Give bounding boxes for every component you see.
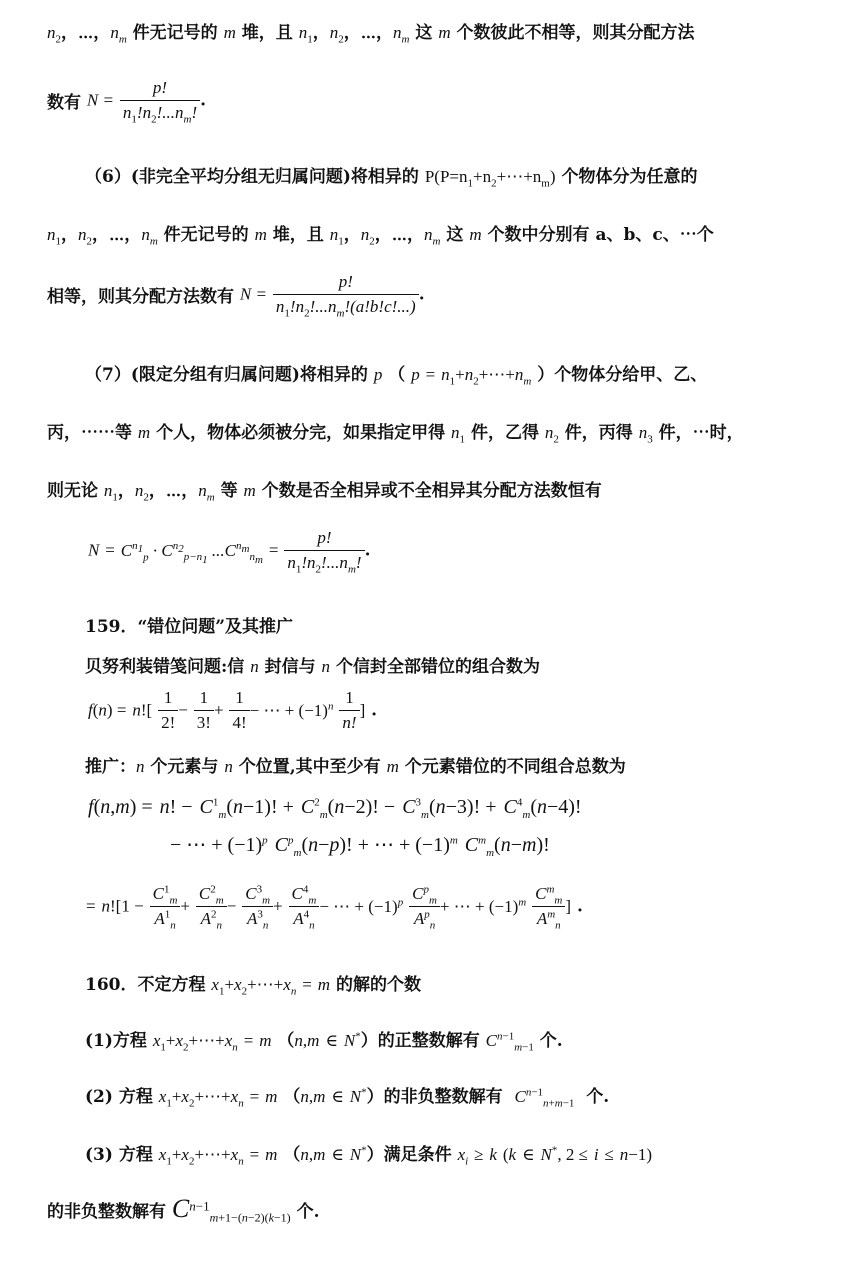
- item-2: (2) 方程 $x_1+x_2+\cdots+x_n = m$ （n,m ∈ N*）的非负整数解有 $C^{n-1}_{n+m-1}$ 个.: [85, 1086, 610, 1110]
- formula-line-9: $N = C^{n_1}_p \cdot C^{n_2}_{p-n_1}$ $...C^{n_m}_{n_m}$ = $\frac{p!}{n_1!n_2!...n_m!}$ .: [88, 528, 371, 576]
- formula-line-14: f(n,m) = n! − $C^1_m(n-1)$! + $C^2_m(n-2)$! − $C^3_m(n-3)$! + $C^4_m(n-4)$!: [88, 796, 582, 821]
- formula-line-15: − ⋯ + $(-1)^p$ $C^p_m(n-p)$! + ⋯ + $(-1)^m$ $C^m_m(n-m)$!: [170, 834, 550, 859]
- item-1: (1)方程 $x_1+x_2+\cdots+x_n = m$ （n,m ∈ N*）的正整数解有 $C^{n-1}_{m-1}$ 个.: [85, 1030, 563, 1054]
- text-line-11: 贝努利装错笺问题:信 n 封信与 n 个信封全部错位的组合数为: [85, 657, 540, 677]
- item-6-heading: （6）(非完全平均分组无归属问题)将相异的 $P(P=n_1+n_2+\cdots+n_m)$ 个物体分为任意的: [85, 167, 698, 190]
- item-3: (3) 方程 $x_1+x_2+\cdots+x_n = m$ （n,m ∈ N*）满足条件 $x_i \ge k$ (k ∈ N*, 2 ≤ i ≤ n−1): [85, 1144, 653, 1168]
- text-line-8: 则无论 $n_1$，$n_2$，⋯，$n_m$ 等 m 个数是否全相异或不全相异其分配方法数恒有: [47, 481, 602, 504]
- formula-line-5: 相等，则其分配方法数有 N = $\frac{p!}{n_1!n_2!...n_m!(a!b!c!...)}$ .: [47, 272, 425, 320]
- section-heading-159: 159．“错位问题”及其推广: [85, 617, 294, 637]
- fraction: $\frac{p!}{n_1!n_2!...n_m!}$: [120, 78, 200, 123]
- text-line-7: 丙，⋯⋯等 m 个人，物体必须被分完，如果指定甲得 $n_1$ 件，乙得 $n_2$ 件，丙得 $n_3$ 件，⋯时，: [47, 423, 744, 446]
- text-line-4: $n_1$，$n_2$，⋯，$n_m$ 件无记号的 m 堆，且 $n_1$，$n_2$，⋯，$n_m$ 这 m 个数中分别有 a、b、c、⋯个: [47, 225, 714, 248]
- formula-line-12: f(n) = n![ $\frac{1}{2!}$ − $\frac{1}{3!}$ + $\frac{1}{4!}$ − ⋯ + $(-1)^n$ $\frac{1}{n!}$ ] .: [88, 688, 378, 732]
- text-line-21: 的非负整数解有 $C^{n-1}_{m+1-(n-2)(k-1)}$ 个.: [47, 1194, 320, 1225]
- text-line-13: 推广：n 个元素与 n 个位置,其中至少有 m 个元素错位的不同组合总数为: [85, 757, 626, 777]
- item-7-heading: （7）(限定分组有归属问题)将相异的 p （ $p = n_1+n_2+\cdots+n_m$ ）个物体分给甲、乙、: [85, 365, 708, 388]
- fraction: $\frac{p!}{n_1!n_2!...n_m!}$: [284, 528, 364, 573]
- formula-line-2: 数有 N = $\frac{p!}{n_1!n_2!...n_m!}$ .: [47, 78, 207, 126]
- section-heading-160: 160．不定方程 $x_1+x_2+\cdots+x_n = m$ 的解的个数: [85, 975, 421, 998]
- text-line-1: $n_2$，⋯，$n_m$ 件无记号的 m 堆，且 $n_1$，$n_2$，⋯，$n_m$ 这 m 个数彼此不相等，则其分配方法: [47, 23, 695, 46]
- formula-line-16: = n![1 − $\frac{C^1_m}{A^1_n}$ + $\frac{C^2_m}{A^2_n}$ − $\frac{C^3_m}{A^3_n}$ + $\frac{C^4_m}{A^4_n}$ − ⋯ + $(-1)^p$ $\frac{C^p_m}{A^p_n}$ + ⋯ + $(-1)^m$ $\frac{C^m_m}{A^m_n}$ ] .: [86, 883, 583, 932]
- fraction: $\frac{p!}{n_1!n_2!...n_m!(a!b!c!...)}$: [273, 272, 419, 317]
